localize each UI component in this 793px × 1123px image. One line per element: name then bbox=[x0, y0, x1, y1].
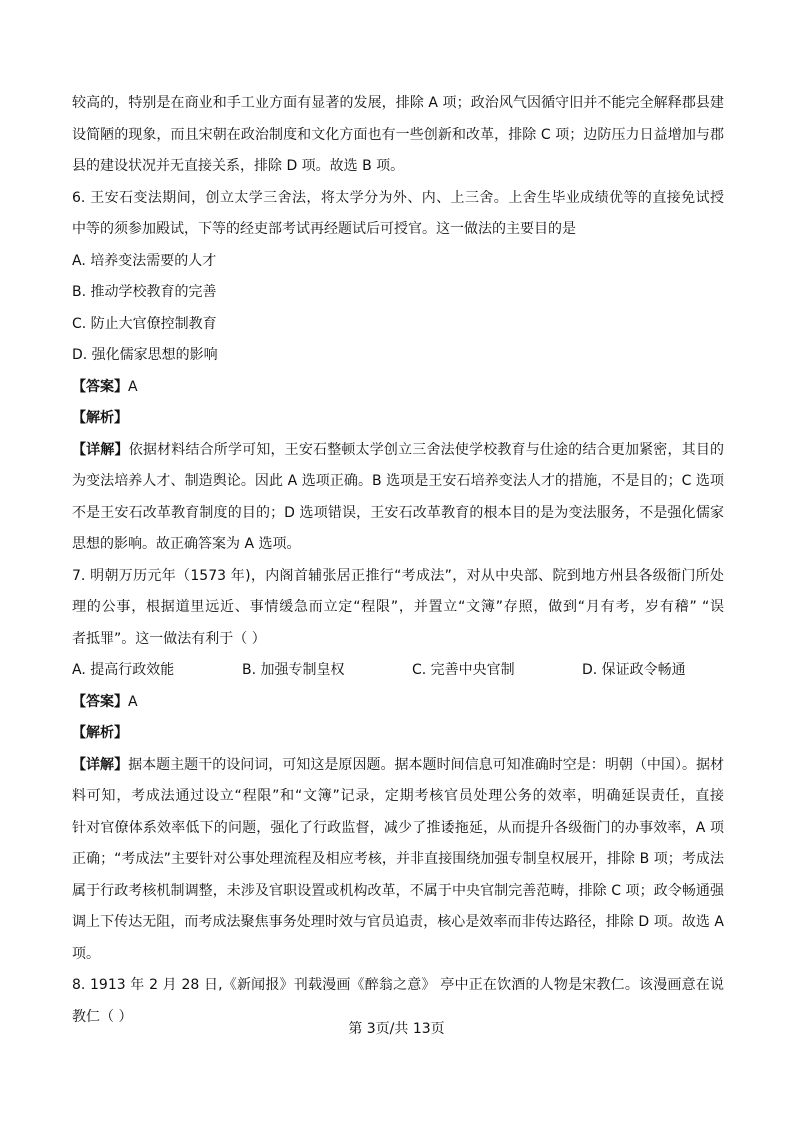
question-7-detail: 料可知，考成法通过设立“程限”和“文簿”记录，定期考核官员处理公务的效率，明确延误责任，直接 bbox=[72, 788, 724, 804]
page-content bbox=[72, 88, 724, 1033]
detail-text: 依据材料结合所学可知，王安石整顿太学创立三舍法使学校教育与仕途的结合更加紧密，其目的 bbox=[128, 441, 724, 458]
answer-tag: 【答案】 bbox=[72, 378, 128, 395]
page-footer: 第 3页/共 13页 bbox=[348, 1021, 445, 1037]
question-7-detail: 正确；“考成法”主要针对公事处理流程及相应考核，并非直接围绕加强专制皇权展开，排除 B 项；考成法 bbox=[72, 851, 724, 867]
question-7-detail: 属于行政考核机制调整，未涉及官职设置或机构改革，不属于中央官制完善范畴，排除 C 项；政令畅通强 bbox=[72, 882, 724, 899]
question-7-option-b: B. 加强专制皇权 bbox=[242, 662, 345, 678]
question-8-stem: 教仁（ ） bbox=[72, 1008, 133, 1025]
question-7-option-a: A. 提高行政效能 bbox=[72, 662, 175, 678]
question-6-detail bbox=[72, 435, 724, 467]
question-7-detail: 项。 bbox=[72, 945, 100, 962]
question-6-option-c: C. 防止大官僚控制教育 bbox=[72, 315, 217, 332]
analysis-tag: 【解析】 bbox=[72, 725, 128, 741]
text-line: 设简陋的现象，而且宋朝在政治制度和文化方面也有一些创新和改革，排除 C 项；边防压力日益增加与郡 bbox=[72, 126, 724, 143]
question-7-detail: 调上下传达无阻，而考成法聚焦事务处理时效与官员追责，核心是效率而非传达路径，排除 D 项。故选 A bbox=[72, 914, 724, 930]
text-line: 较高的，特别是在商业和手工业方面有显著的发展，排除 A 项；政治风气因循守旧并不能完全解释郡县建 bbox=[72, 95, 724, 111]
question-6-stem: 6. 王安石变法期间，创立太学三舍法，将太学分为外、内、上三舍。上舍生毕业成绩优等的直接免试授 bbox=[72, 189, 724, 206]
question-7-stem: 理的公事，根据道里远近、事情缓急而立定“程限”，并置立“文簿”存照，做到“月有考，岁有稽” “误 bbox=[72, 599, 724, 615]
question-6-option-b: B. 推动学校教育的完善 bbox=[72, 284, 217, 300]
question-6-detail: 为变法培养人才、制造舆论。因此 A 选项正确。B 选项是王安石培养变法人才的措施，不是目的；C 选项 bbox=[72, 473, 724, 489]
analysis-tag: 【解析】 bbox=[72, 410, 128, 426]
answer-value: A bbox=[128, 693, 138, 710]
question-8-stem: 8. 1913 年 2 月 28 日,《新闻报》刊载漫画《醉翁之意》 亭中正在饮酒的人物是宋教仁。该漫画意在说 bbox=[72, 977, 724, 993]
question-6-option-a: A. 培养变法需要的人才 bbox=[72, 252, 217, 269]
answer-tag: 【答案】 bbox=[72, 693, 128, 710]
question-7-detail: 针对官僚体系效率低下的问题，强化了行政监督，减少了推诿拖延，从而提升各级衙门的办事效率，A 项 bbox=[72, 819, 724, 836]
question-6-detail: 不是王安石改革教育制度的目的；D 选项错误，王安石改革教育的根本目的是为变法服务，不是强化儒家 bbox=[72, 504, 724, 521]
text-line: 县的建设状况并无直接关系，排除 D 项。故选 B 项。 bbox=[72, 158, 405, 174]
question-7-detail bbox=[72, 750, 724, 782]
question-6-option-d: D. 强化儒家思想的影响 bbox=[72, 347, 218, 363]
question-7-stem: 7. 明朝万历元年（1573 年)，内阁首辅张居正推行“考成法”，对从中央部、院到地方州县各级衙门所处 bbox=[72, 567, 724, 584]
answer-value: A bbox=[128, 378, 138, 395]
detail-tag: 【详解】 bbox=[72, 756, 129, 773]
question-6-answer bbox=[72, 372, 724, 404]
detail-text: 据本题主题干的设问词，可知这是原因题。据本题时间信息可知准确时空是：明朝（中国）。据材 bbox=[128, 756, 724, 773]
question-6-analysis bbox=[72, 403, 724, 435]
question-7-analysis bbox=[72, 718, 724, 750]
question-7-option-d: D. 保证政令畅通 bbox=[582, 662, 686, 678]
question-6-detail: 思想的影响。故正确答案为 A 选项。 bbox=[72, 536, 301, 552]
question-7-answer bbox=[72, 687, 724, 719]
question-7-options bbox=[72, 655, 724, 687]
question-6-stem: 中等的须参加殿试，下等的经吏部考试再经题试后可授官。这一做法的主要目的是 bbox=[72, 221, 576, 237]
detail-tag: 【详解】 bbox=[72, 441, 129, 458]
question-7-option-c: C. 完善中央官制 bbox=[412, 662, 515, 678]
question-7-stem: 者抵罪”。这一做法有利于（ ） bbox=[72, 630, 266, 647]
